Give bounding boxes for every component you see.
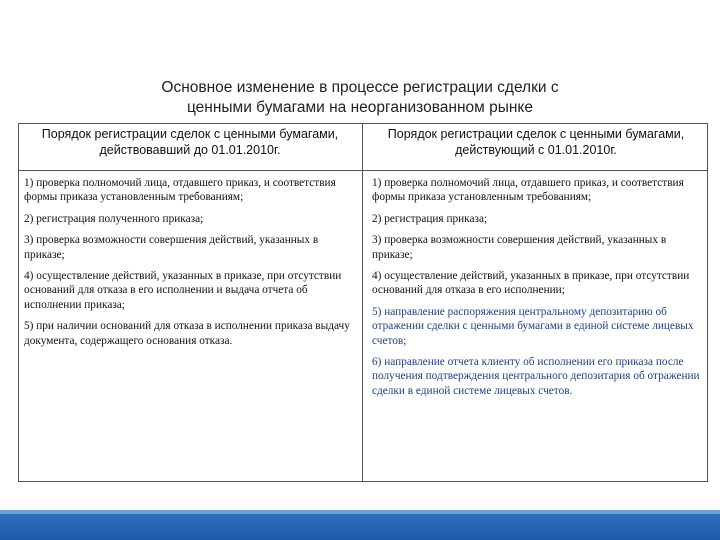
header-divider <box>18 170 708 171</box>
old-step-4: 4) осуществление действий, указанных в приказе, при отсутствии оснований для отказа в его исполнении и выдача отчета об исполнении приказа; <box>24 270 342 311</box>
slide-title-line-1: Основное изменение в процессе регистрации сделки с <box>161 79 559 96</box>
slide-title <box>80 78 640 118</box>
right-column-header: Порядок регистрации сделок с ценными бумагами, действующий с 01.01.2010г. <box>387 127 685 157</box>
column-divider <box>362 123 363 482</box>
new-step-4: 4) осуществление действий, указанных в приказе, при отсутствии оснований для отказа в его исполнении; <box>372 270 690 297</box>
new-step-2: 2) регистрация приказа; <box>372 212 488 225</box>
new-step-3: 3) проверка возможности совершения действий, указанных в приказе; <box>372 234 667 261</box>
new-procedure-list <box>372 176 702 405</box>
new-step-5: 5) направление распоряжения центральному депозитарию об отражении сделки с ценными бумагами в единой системе лицевых счетов; <box>372 305 694 347</box>
footer-stripe <box>0 510 720 514</box>
slide-title-line-2: ценными бумагами на неорганизованном рынке <box>186 99 534 116</box>
old-step-2: 2) регистрация полученного приказа; <box>24 212 204 225</box>
old-procedure-list <box>24 176 358 355</box>
old-step-3: 3) проверка возможности совершения действий, указанных в приказе; <box>24 234 319 261</box>
new-step-1: 1) проверка полномочий лица, отдавшего приказ, и соответствия формы приказа установленным требованиям; <box>372 177 684 204</box>
new-step-6: 6) направление отчета клиенту об исполнении его приказа после получения подтверждения центрального депозитария об отражении сделки в единой системе лицевых счетов. <box>372 356 700 397</box>
old-step-5: 5) при наличии оснований для отказа в исполнении приказа выдачу документа, содержащего основания отказа. <box>24 320 350 347</box>
left-column-header: Порядок регистрации сделок с ценными бумагами, действовавший до 01.01.2010г. <box>41 127 339 157</box>
old-step-1: 1) проверка полномочий лица, отдавшего приказ, и соответствия формы приказа установленным требованиям; <box>24 177 336 204</box>
footer-bar <box>0 510 720 540</box>
